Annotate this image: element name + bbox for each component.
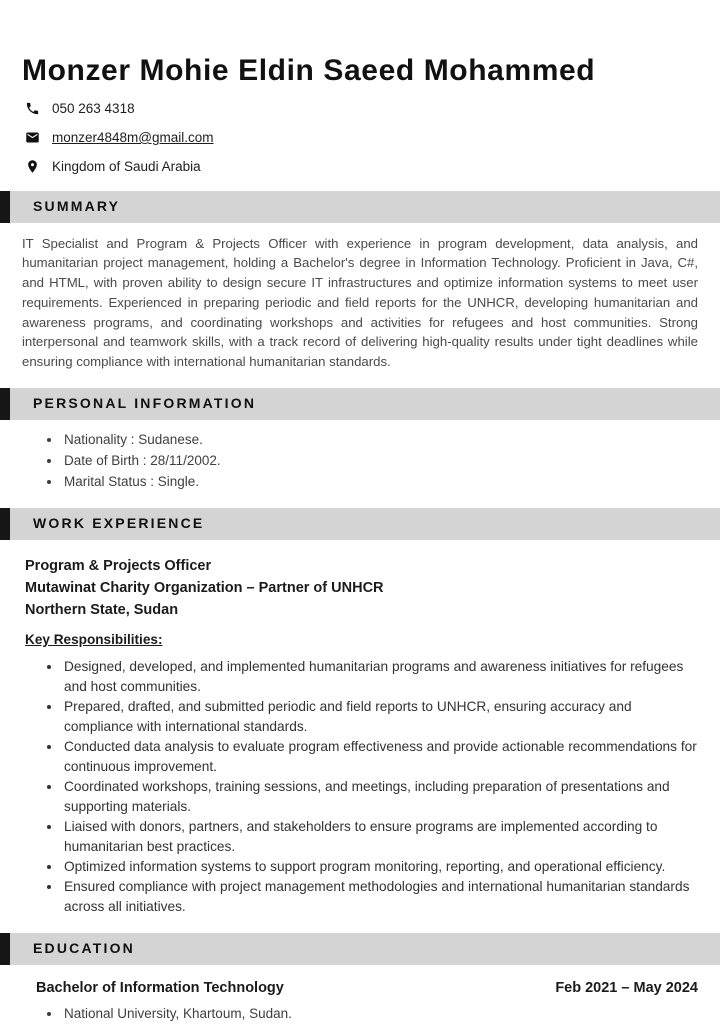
job-heading-block	[22, 555, 698, 621]
section-title: EDUCATION	[33, 940, 135, 957]
location-pin-icon	[24, 159, 40, 175]
phone-row	[22, 101, 698, 117]
location-text: Kingdom of Saudi Arabia	[52, 159, 201, 174]
job-organization: Mutawinat Charity Organization – Partner of UNHCR	[25, 580, 384, 597]
list-item: • National University, Khartoum, Sudan.	[62, 1004, 698, 1024]
list-item: • Liaised with donors, partners, and stakeholders to ensure programs are implemented according to humanitarian best practices.	[62, 817, 698, 857]
education-list	[22, 1004, 698, 1024]
list-item: • Marital Status : Single.	[62, 472, 698, 492]
job-title: Program & Projects Officer	[25, 558, 212, 575]
section-header-work-experience	[0, 508, 720, 540]
education-dates: Feb 2021 – May 2024	[555, 980, 698, 997]
location-row	[22, 159, 698, 175]
section-header-summary	[0, 191, 720, 223]
candidate-name: Monzer Mohie Eldin Saeed Mohammed	[22, 54, 596, 87]
list-item: • Nationality : Sudanese.	[62, 430, 698, 450]
contact-block	[22, 101, 698, 175]
job-location: Northern State, Sudan	[25, 602, 179, 619]
education-row	[22, 980, 698, 996]
email-icon	[24, 130, 40, 146]
personal-info-list	[22, 430, 698, 492]
list-item: • Coordinated workshops, training sessions, and meetings, including preparation of presentations and supporting materials.	[62, 777, 698, 817]
section-title: WORK EXPERIENCE	[33, 515, 205, 532]
section-header-personal-information	[0, 388, 720, 420]
list-item: • Ensured compliance with project management methodologies and international humanitarian standards across all initiatives.	[62, 877, 698, 917]
section-title: PERSONAL INFORMATION	[33, 395, 257, 412]
phone-icon	[24, 101, 40, 117]
list-item: • Conducted data analysis to evaluate program effectiveness and provide actionable recommendations for continuous improvement.	[62, 737, 698, 777]
list-item: • Designed, developed, and implemented humanitarian programs and awareness initiatives for refugees and host communities.	[62, 657, 698, 697]
list-item: • Optimized information systems to support program monitoring, reporting, and operational efficiency.	[62, 857, 698, 877]
list-item: • Prepared, drafted, and submitted periodic and field reports to UNHCR, ensuring accuracy and compliance with international standards.	[62, 697, 698, 737]
list-item: • Date of Birth : 28/11/2002.	[62, 451, 698, 471]
phone-number: 050 263 4318	[52, 101, 135, 116]
summary-text: IT Specialist and Program & Projects Officer with experience in program development, data analysis, and humanitarian project management, holding a Bachelor's degree in Information Technology. Proficient in Java, C#, and HTML, with proven ability to design secure IT infrastructures and optimize information systems to meet user requirements. Experienced in preparing periodic and field reports for the UNHCR, developing humanitarian and awareness programs, and coordinating workshops and activities for refugees and host communities. Strong interpersonal and teamwork skills, with a track record of delivering high-quality results under tight deadlines while ensuring compliance with international humanitarian standards.	[22, 235, 698, 370]
section-header-education	[0, 933, 720, 965]
responsibilities-label: Key Responsibilities:	[25, 632, 163, 648]
section-title: SUMMARY	[33, 197, 121, 214]
education-degree: Bachelor of Information Technology	[36, 980, 284, 997]
email-link[interactable]: monzer4848m@gmail.com	[52, 130, 214, 145]
responsibilities-list	[22, 657, 698, 917]
email-row	[22, 130, 698, 146]
